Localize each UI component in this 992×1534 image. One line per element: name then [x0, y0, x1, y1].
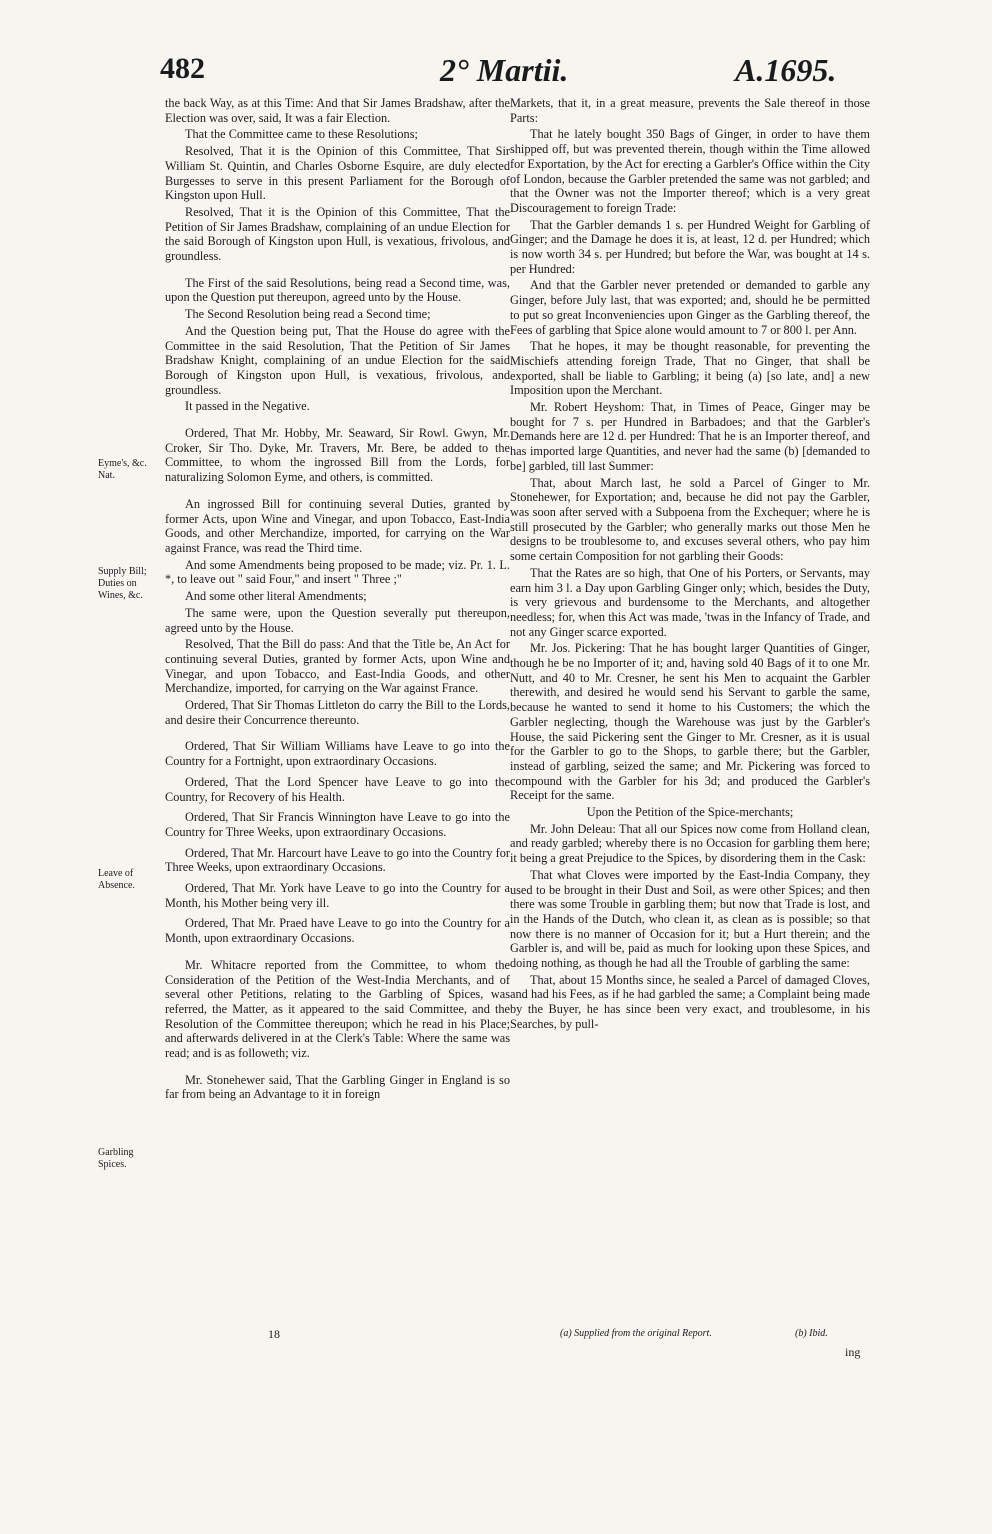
paragraph: Ordered, That Sir William Williams have Leave to go into the Country for a Fortnight, upon extraordinary Occasions. [165, 739, 510, 769]
paragraph: Ordered, That Mr. Harcourt have Leave to go into the Country for Three Weeks, upon extraordinary Occasions. [165, 845, 510, 875]
footnote-a: (a) Supplied from the original Report. [560, 1328, 712, 1339]
margin-note: Supply Bill; Duties on Wines, &c. [98, 566, 147, 601]
paragraph: The First of the said Resolutions, being read a Second time, was, upon the Question put thereupon, agreed unto by the House. [165, 275, 510, 305]
paragraph: Resolved, That it is the Opinion of this Committee, That Sir William St. Quintin, and Charles Osborne Esquire, are duly elected Burgesses to serve in this present Parliament for the Borough of Kingston upon Hull. [165, 144, 510, 203]
catchword: ing [845, 1345, 861, 1359]
paragraph: Ordered, That Sir Francis Winnington have Leave to go into the Country for Three Weeks, upon extraordinary Occasions. [165, 810, 510, 839]
paragraph: That the Garbler demands 1 s. per Hundred Weight for Garbling of Ginger; and the Damage he does it is, at least, 12 d. per Hundred; which is now worth 34 s. per Hundred; but before the War, was bought at 14 s. per Hundred: [510, 217, 870, 276]
paragraph: That, about 15 Months since, he sealed a Parcel of damaged Cloves, and had his Fees, as if he had garbled the same; a Complaint being made by the Buyer, he has since been very exact, and troublesome, in his Searches, by pull- [510, 972, 870, 1031]
page-number: 482 [160, 52, 205, 85]
signature-mark: 18 [268, 1327, 280, 1341]
footnote-b: (b) Ibid. [795, 1328, 828, 1339]
left-column [165, 96, 510, 1104]
paragraph: Ordered, That Mr. Hobby, Mr. Seaward, Sir Rowl. Gwyn, Mr. Croker, Sir Tho. Dyke, Mr. Travers, Mr. Bere, be added to the Committee, to whom the ingrossed Bill from the Lords, for naturalizing Solomon Eyme, and others, is committed. [165, 426, 510, 485]
paragraph: Mr. Whitacre reported from the Committee, to whom the Consideration of the Petition of the West-India Merchants, and of several other Petitions, relating to the Garbling of Spices, was referred, the Matter, as it appeared to the said Committee, and the Resolution of the Committee thereupon; which he read in his Place; and afterwards delivered in at the Clerk's Table: Where the same was read; and is as followeth; viz. [165, 957, 510, 1061]
page-date: 2° Martii. [440, 52, 569, 88]
margin-note: Leave of Absence. [98, 868, 135, 891]
page-year: A.1695. [735, 52, 837, 88]
paragraph: The Second Resolution being read a Second time; [185, 307, 431, 322]
margin-note: Eyme's, &c. Nat. [98, 458, 147, 481]
paragraph: Ordered, That Sir Thomas Littleton do carry the Bill to the Lords, and desire their Concurrence thereunto. [165, 698, 510, 727]
page-header [0, 52, 992, 98]
paragraph: That the Committee came to these Resolutions; [185, 127, 418, 142]
paragraph: Mr. John Deleau: That all our Spices now come from Holland clean, and ready garbled; whereby there is no Occasion for garbling them here; it being a great Prejudice to the Spices, by disordering them in the Cask: [510, 821, 870, 866]
paragraph: That the Rates are so high, that One of his Porters, or Servants, may earn him 3 l. a Day upon Garbling Ginger only; which, besides the Duty, is very grievous and burdensome to the Merchants, and altogether needless; for, when this Act was made, 'twas in the Infancy of Trade, and not any Ginger scarce exported. [510, 565, 870, 639]
paragraph: And that the Garbler never pretended or demanded to garble any Ginger, before July last, that was exported; and, should he be permitted to put so great Inconveniencies upon Ginger as the Garbling thereof, the Fees of garbling that Spice alone would amount to 7 or 800 l. per Ann. [510, 278, 870, 337]
paragraph: Mr. Jos. Pickering: That he has bought larger Quantities of Ginger, though he be no Importer of it; and, having sold 40 Bags of it to one Mr. Nutt, and 40 to Mr. Cresner, he sent his Men to acquaint the Garbler therewith, and desired he would send his Servant to garble the same, because he wanted to send it home to his Customers; the which the Garbler neglecting, though the Warehouse was just by the Garbler's House, the said Pickering sent the Ginger to Mr. Cresner, as it is usual for the Garbler to go to the Shops, to garble there; but the Garbler, instead of garbling, seized the same; and Mr. Pickering was forced to compound with the Garbler for his 3d; and produced the Garbler's Receipt for the same. [510, 641, 870, 803]
paragraph: Resolved, That the Bill do pass: And that the Title be, An Act for continuing several Duties, granted by former Acts, upon Wine and Vinegar, and upon Tobacco, and East-India Goods, and other Merchandize, imported, for carrying on the War against France. [165, 637, 510, 696]
paragraph: An ingrossed Bill for continuing several Duties, granted by former Acts, upon Wine and Vinegar, and upon Tobacco, East-India Goods, and other Merchandize, imported, for carrying on the War against France, was read the Third time. [165, 496, 510, 555]
paragraph: It passed in the Negative. [185, 399, 310, 414]
paragraph: Upon the Petition of the Spice-merchants; [586, 805, 794, 820]
paragraph: Ordered, That the Lord Spencer have Leave to go into the Country, for Recovery of his Health. [165, 774, 510, 804]
paragraph: That he hopes, it may be thought reasonable, for preventing the Mischiefs attending foreign Trade, That no Ginger, that shall be exported, shall be liable to Garbling; it being (a) [so late, and] a new Imposition upon the Merchant. [510, 339, 870, 398]
paragraph: Markets, that it, in a great measure, prevents the Sale thereof in those Parts: [510, 96, 870, 125]
margin-note: Garbling Spices. [98, 1147, 134, 1170]
paragraph: Ordered, That Mr. York have Leave to go into the Country for a Month, his Mother being very ill. [165, 881, 510, 910]
paragraph: Ordered, That Mr. Praed have Leave to go into the Country for a Month, upon extraordinary Occasions. [165, 916, 510, 946]
paragraph: Mr. Stonehewer said, That the Garbling Ginger in England is so far from being an Advantage to it in foreign [165, 1072, 510, 1102]
paragraph: That what Cloves were imported by the East-India Company, they used to be brought in their Dust and Soil, as were other Spices; and then there was some Trouble in garbling them; but now that Trade is lost, and in the Hands of the Dutch, who clean it, as clean as is possible; so that now there is no manner of Occasion for it; but a Hurt therein; and the Garbler is, and will be, paid as much for looking upon these Spices, and doing nothing, as though he had all the Trouble of garbling the same: [510, 867, 870, 971]
paragraph: And some Amendments being proposed to be made; viz. Pr. 1. L. *, to leave out " said Four," and insert " Three ;" [165, 557, 510, 587]
paragraph: That, about March last, he sold a Parcel of Ginger to Mr. Stonehewer, for Exportation; and, because he did not pay the Garbler, was soon after served with a Subpoena from the Exchequer; where he is still prosecuted by the Garbler; who generally marks out those Men he designs to be troublesome to, and excuses several others, who pay him some certain Composition for not garbling their Goods: [510, 475, 870, 564]
paragraph: And the Question being put, That the House do agree with the Committee in the said Resolution, That the Petition of Sir James Bradshaw Knight, complaining of an undue Election for the said Borough of Kingston upon Hull, is vexatious, frivolous, and groundless. [165, 323, 510, 397]
right-column [510, 96, 870, 1034]
paragraph: The same were, upon the Question severally put thereupon, agreed unto by the House. [165, 605, 510, 635]
paragraph: That he lately bought 350 Bags of Ginger, in order to have them shipped off, but was prevented therein, though within the Time allowed for Exportation, by the Act for erecting a Garbler's Office within the City of London, because the Garbler pretended the same was not garbled; and that the Owner was not the Importer thereof; which is a very great Discouragement to foreign Trade: [510, 127, 870, 215]
paragraph: Resolved, That it is the Opinion of this Committee, That the Petition of Sir James Bradshaw, complaining of an undue Election for the said Borough of Kingston upon Hull, is vexatious, frivolous, and groundless. [165, 204, 510, 264]
paragraph: the back Way, as at this Time: And that Sir James Bradshaw, after the Election was over, said, It was a fair Election. [165, 96, 510, 125]
paragraph: And some other literal Amendments; [185, 589, 367, 604]
paragraph: Mr. Robert Heyshom: That, in Times of Peace, Ginger may be bought for 7 s. per Hundred in Barbadoes; and that the Garbler's Demands here are 12 d. per Hundred: That he is an Importer thereof, and has imported large Quantities, and never had the same (b) [demanded to be] garbled, till last Summer: [510, 400, 870, 473]
